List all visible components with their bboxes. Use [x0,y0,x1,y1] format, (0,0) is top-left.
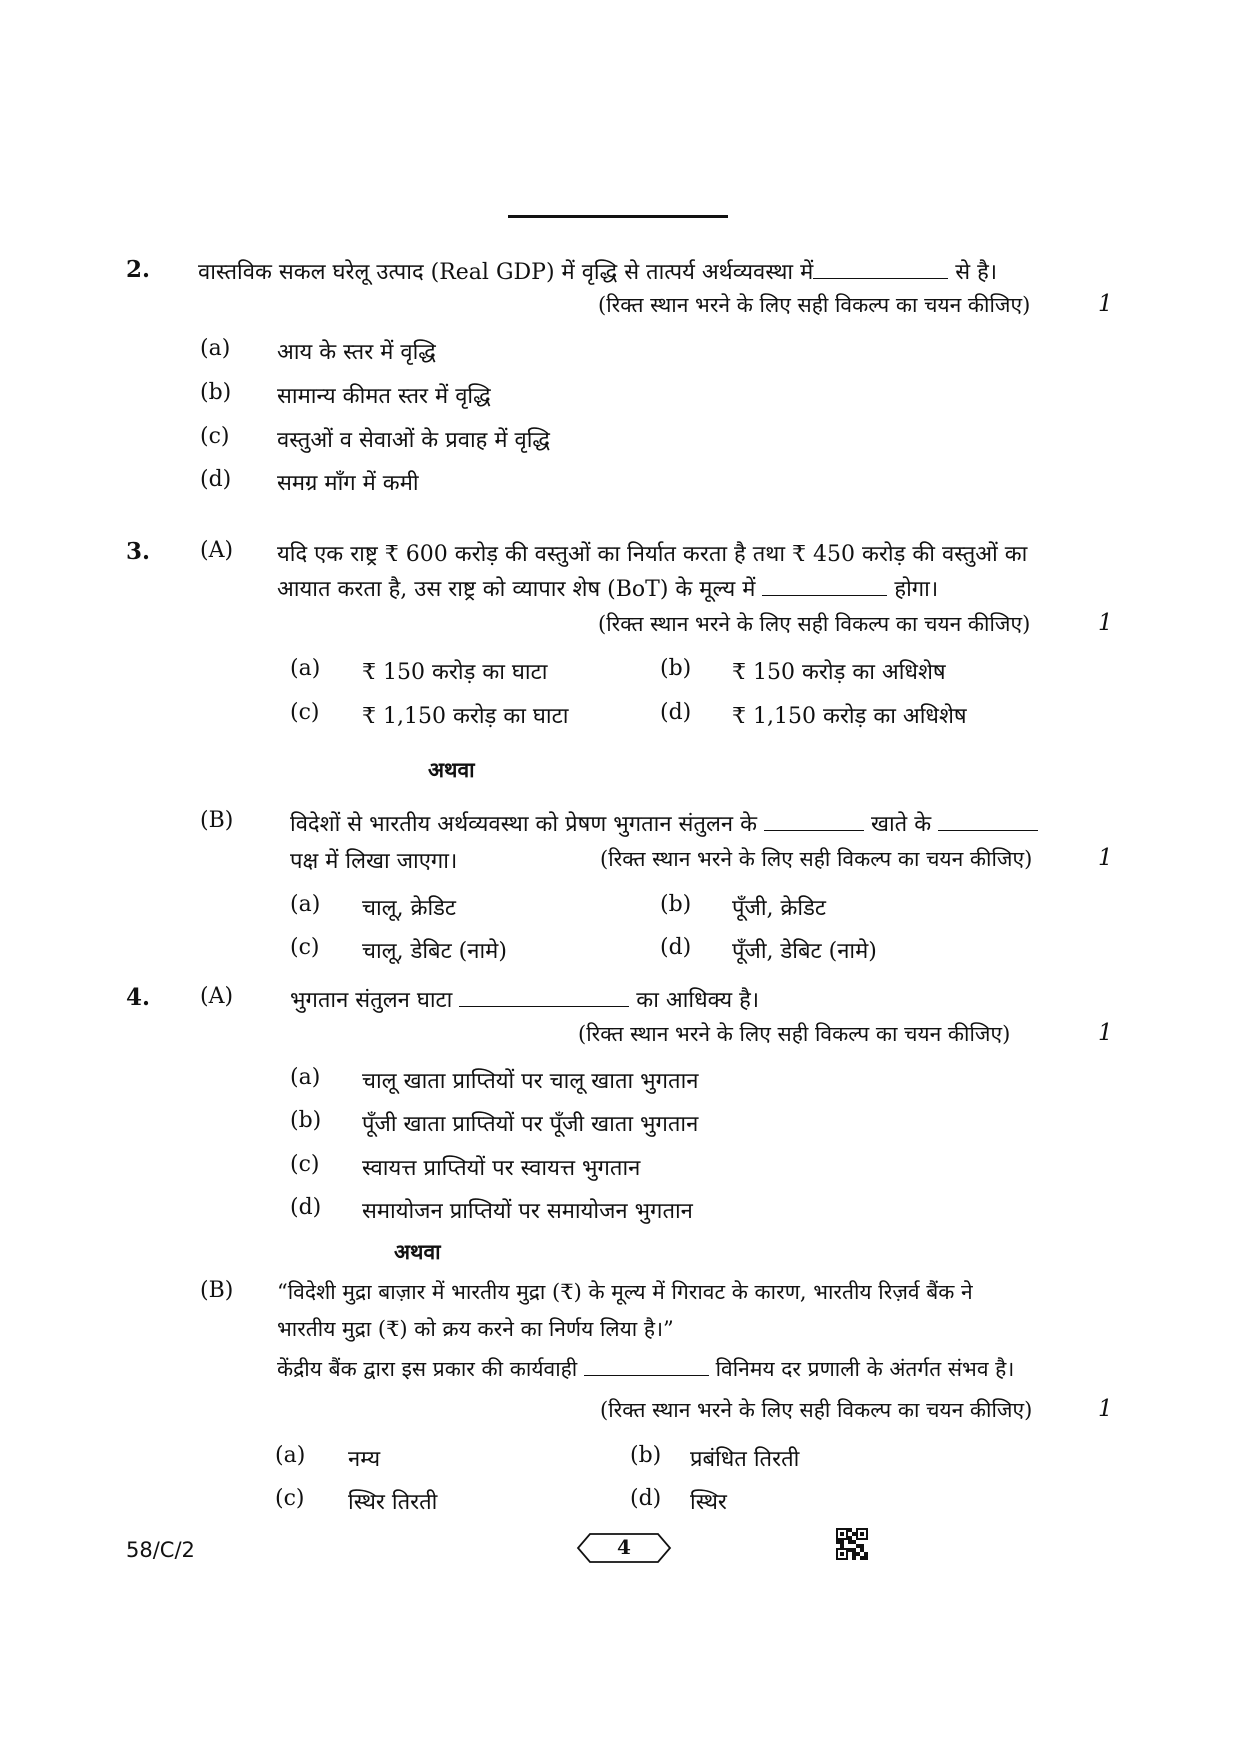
question-text-part: केंद्रीय बैंक द्वारा इस प्रकार की कार्यवाही [277,1357,578,1381]
option-text: चालू, क्रेडिट [362,896,457,921]
option-text: समग्र माँग में कमी [277,471,419,496]
option-label: (a) [275,1443,306,1468]
option-text: स्थिर तिरती [348,1490,438,1515]
option-text: ₹ 1,150 करोड़ का अधिशेष [732,704,967,729]
question-text: भारतीय मुद्रा (₹) को क्रय करने का निर्णय लिया है।” [277,1317,674,1341]
subquestion-label: (B) [200,808,234,833]
question-text [290,984,759,1014]
option-label: (d) [200,467,232,492]
question-text: पक्ष में लिखा जाएगा। [290,849,458,874]
option-text: ₹ 150 करोड़ का घाटा [362,660,548,685]
option-label: (c) [290,935,320,960]
option-label: (c) [200,424,230,449]
option-label: (a) [290,656,321,681]
option-text: स्वायत्त प्राप्तियों पर स्वायत्त भुगतान [362,1156,641,1181]
option-text: पूँजी, क्रेडिट [732,896,826,921]
question-text-part: वास्तविक सकल घरेलू उत्पाद (Real GDP) में वृद्धि से तात्पर्य अर्थव्यवस्था में [198,260,814,285]
instruction-hint: (रिक्त स्थान भरने के लिए सही विकल्प का चयन कीजिए) [600,1398,1033,1422]
question-text [277,1355,1014,1383]
qr-code-icon [836,1528,868,1566]
option-text: ₹ 1,150 करोड़ का घाटा [362,704,569,729]
question-number: 2. [126,256,151,283]
option-text: ₹ 150 करोड़ का अधिशेष [732,660,946,685]
subquestion-label: (B) [200,1278,234,1303]
question-text [277,573,938,603]
question-text [198,256,997,286]
option-text: पूँजी, डेबिट (नामे) [732,939,877,964]
or-divider: अथवा [394,1239,441,1264]
option-text: समायोजन प्राप्तियों पर समायोजन भुगतान [362,1199,693,1224]
option-label: (b) [660,656,692,681]
option-label: (d) [660,700,692,725]
option-text: सामान्य कीमत स्तर में वृद्धि [277,384,491,409]
page-number-badge [576,1531,672,1565]
paper-code: 58/C/2 [126,1538,195,1562]
answer-blank [764,812,864,831]
option-label: (b) [290,1108,322,1133]
question-text-part: भुगतान संतुलन घाटा [290,988,453,1013]
option-label: (c) [290,700,320,725]
option-label: (d) [660,935,692,960]
option-label: (a) [200,336,231,361]
question-text [290,808,1038,838]
answer-blank [459,988,629,1007]
subquestion-label: (A) [200,538,234,563]
option-label: (c) [275,1486,305,1511]
question-text-part: विदेशों से भारतीय अर्थव्यवस्था को प्रेषण भुगतान संतुलन के [290,812,757,837]
option-text: प्रबंधित तिरती [690,1447,800,1472]
option-label: (a) [290,1065,321,1090]
option-text: चालू, डेबिट (नामे) [362,939,507,964]
answer-blank [813,260,948,279]
option-label: (b) [660,892,692,917]
question-text-part: होगा। [887,577,939,602]
option-text: पूँजी खाता प्राप्तियों पर पूँजी खाता भुगतान [362,1112,699,1137]
option-label: (d) [630,1486,662,1511]
page-number: 4 [617,1535,631,1559]
question-text-part: से है। [948,260,998,285]
instruction-hint: (रिक्त स्थान भरने के लिए सही विकल्प का चयन कीजिए) [598,293,1031,317]
answer-blank [584,1357,709,1376]
option-text: वस्तुओं व सेवाओं के प्रवाह में वृद्धि [277,428,550,453]
option-label: (b) [630,1443,662,1468]
question-number: 3. [126,538,151,565]
instruction-hint: (रिक्त स्थान भरने के लिए सही विकल्प का चयन कीजिए) [600,847,1033,871]
question-text: “विदेशी मुद्रा बाज़ार में भारतीय मुद्रा (₹) के मूल्य में गिरावट के कारण, भारतीय रिज़र्व बैंक ने [277,1280,973,1304]
option-label: (b) [200,380,232,405]
marks: 1 [1098,610,1113,636]
question-text-part: विनिमय दर प्रणाली के अंतर्गत संभव है। [708,1357,1015,1381]
or-divider: अथवा [428,757,475,782]
instruction-hint: (रिक्त स्थान भरने के लिए सही विकल्प का चयन कीजिए) [578,1022,1011,1046]
question-text: यदि एक राष्ट्र ₹ 600 करोड़ की वस्तुओं का निर्यात करता है तथा ₹ 450 करोड़ की वस्तुओं का [277,542,1028,567]
marks: 1 [1098,845,1113,871]
option-label: (a) [290,892,321,917]
question-text-part: खाते के [863,812,932,837]
marks: 1 [1098,1396,1113,1422]
option-label: (c) [290,1152,320,1177]
question-text-part: का आधिक्य है। [629,988,760,1013]
marks: 1 [1098,291,1113,317]
option-text: नम्य [348,1447,381,1472]
section-separator [508,215,728,218]
option-label: (d) [290,1195,322,1220]
subquestion-label: (A) [200,984,234,1009]
option-text: चालू खाता प्राप्तियों पर चालू खाता भुगतान [362,1069,699,1094]
option-text: आय के स्तर में वृद्धि [277,340,436,365]
marks: 1 [1098,1020,1113,1046]
option-text: स्थिर [690,1490,727,1515]
question-text-part: आयात करता है, उस राष्ट्र को व्यापार शेष (BoT) के मूल्य में [277,577,756,602]
instruction-hint: (रिक्त स्थान भरने के लिए सही विकल्प का चयन कीजिए) [598,612,1031,636]
question-number: 4. [126,984,151,1011]
answer-blank [762,577,887,596]
answer-blank [938,812,1038,831]
